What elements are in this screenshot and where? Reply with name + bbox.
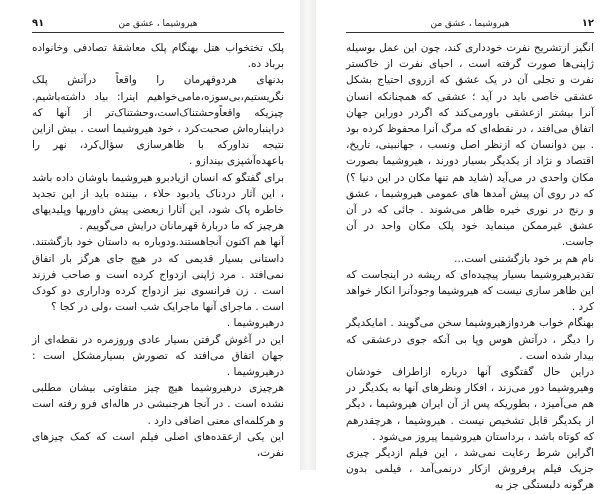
running-head-title: هیروشیما ، عشق من bbox=[430, 19, 510, 29]
paragraph: تقدیرهیروشیما بسیار پیچیده‌ای که ریشه در اینجاست که این ظاهر سازی نیست که هیروشیما وجودآنرا انکار خواهد کرد . bbox=[346, 268, 594, 314]
body-text bbox=[32, 40, 284, 461]
header-rule bbox=[32, 32, 284, 33]
paragraph: بهنگام خواب هردوازهیروشیما سخن می‌گویند . امایکدیگر را دیگر ، درآتش هوس وپا بی آنکه جوی درعشقی که بیدار شده است . bbox=[346, 317, 594, 362]
paragraph: این در آغوش گرفتن بسیار عادی وروزمره در نقطه‌ای از جهان اتفاق می‌افتد که تصورش بسیارمشکل است : درهیروشیما . bbox=[32, 333, 284, 379]
paragraph: بدنهای هردوقهرمان را واقعاً درآتش پلک نگریستیم،بی‌سوزه،ما‌می‌خواهیم اینرا: بیاد داشته‌باشیم. چیزیکه واقعاًوحشتناک‌است،وحشتناک‌تر از آنها که دراینباره‌اش صحبت‌کرد ، خود هیروشیما است . بیش ازاین نتیجه نداورکه با ظاهرسازی سؤال‌کرد، نهر را باعهده‌آشپزی بیندازو . bbox=[32, 74, 284, 168]
left-page bbox=[0, 0, 300, 470]
paragraph: دراین حال گفتگوی آنها درباره ازاطراف خودشان وهیروشیما دور می‌زند ، افکار ونظرهای آنها به یکدیگر در هم می‌آمیزد ، بطوریکه پس از آن ایران هیروشیما ، دیگر از یکدیگر قابل تشخیص نیست . هیروشیما ، هرچقدرهم که کوتاه باشد ، برداستان هیروشیما پیروز می‌شود . bbox=[346, 366, 594, 443]
right-page bbox=[316, 0, 616, 492]
paragraph: انگیز ازتشریح نفرت خودداری کند، چون این عمل بوسیله ژاپنی‌ها صورت گرفته است ، احیای نفرت از خاکستر نفرت و تجلی آن در یک عشق که ازروی احتیاج بشکل عشقی خاصی باید در آید ؛ عشقی که همچنانکه انسان آنرا بیشتر ازعشقی باورمی‌کند که اگردر دوراین جهان اتفاق می‌افتد ، در نقطه‌ای که مرگ آنرا محفوظ کرده بود . بین دوانسان که ازنظر اصل ونسب ، جهانبینی، تاریخ، اقتصاد و نژاد از یکدیگر بسیار دورند ، هیروشیما بصورت مکان واحدی در می‌آید (شاید هم تنها مکان در این دنیا ؟) که در روی آن پیش آمدها های عمومی هیروشیما ، عشق و رنج در نوری خیره ظاهر می‌شوند . جائی که در آن عشق غیرممکن مینماید خود پلک مکان واحد در آن جاست. bbox=[346, 42, 594, 249]
paragraph: پلک تختخواب هتل بهنگام پلک معاشقهٔ تصادفی وخانواده برباد ده. bbox=[32, 42, 284, 71]
paragraph: این یکی ازعقده‌های اصلی فیلم است که کمک چیزهای نفرت، bbox=[32, 430, 284, 460]
paragraph: آنها هم اکنون آنجاهستند.ودوباره به داستان خود بازگشتند. داستانی بسیار قدیمی که در هیچ جای هرگز بار اتفاق نمی‌افتد . مرد ژاپنی ازدواج کرده است و صاحب فرزند است . زن فرانسوی نیز ازدواج کرده وداراری دو کودک است . ماجرای آنها ماجرایک شب است ،ولی در کجا ؟ bbox=[32, 236, 284, 314]
book-gutter bbox=[300, 0, 316, 470]
header-rule bbox=[346, 32, 594, 33]
page-number: ۹۱ bbox=[32, 18, 45, 29]
paragraph: نام هم بر خود بازگشتنی است... bbox=[454, 252, 594, 265]
running-head-title: هیروشیما ، عشق من bbox=[118, 19, 198, 29]
page-number: ۱۲ bbox=[581, 18, 594, 29]
paragraph: اگراین شرط رعایت نمی‌شد ، این فیلم ازدیگر چیزی جزیک فیلم پرفروش ازکار درنمی‌آمد ، فیلمی بدون هرگونه دلبستگی جز به bbox=[346, 447, 594, 492]
paragraph: برای گفتگو که انسان ازیادبرو هیروشیما باوشان داده باشد ، این آثار دردناک یادبود حلاء ، بیننده باید از این تجدید خاطره پاک شود، این آثارا زبعضی پیش داوریها وپلیدیهای هرچیز که ما دربارهٔ قهرمانان درایش می‌گوییم . bbox=[32, 171, 284, 233]
paragraph: درهیروشیما . bbox=[226, 317, 284, 330]
body-text bbox=[346, 40, 594, 494]
paragraph: هرچیزی درهیروشیما هیچ چیز متفاوتی بیشان مطلبی نشده است . در آنجا هرجنبشی در هاله‌ای فرو رفته است و هرکلمه‌ای معنی اضافی دارد . bbox=[32, 382, 284, 427]
